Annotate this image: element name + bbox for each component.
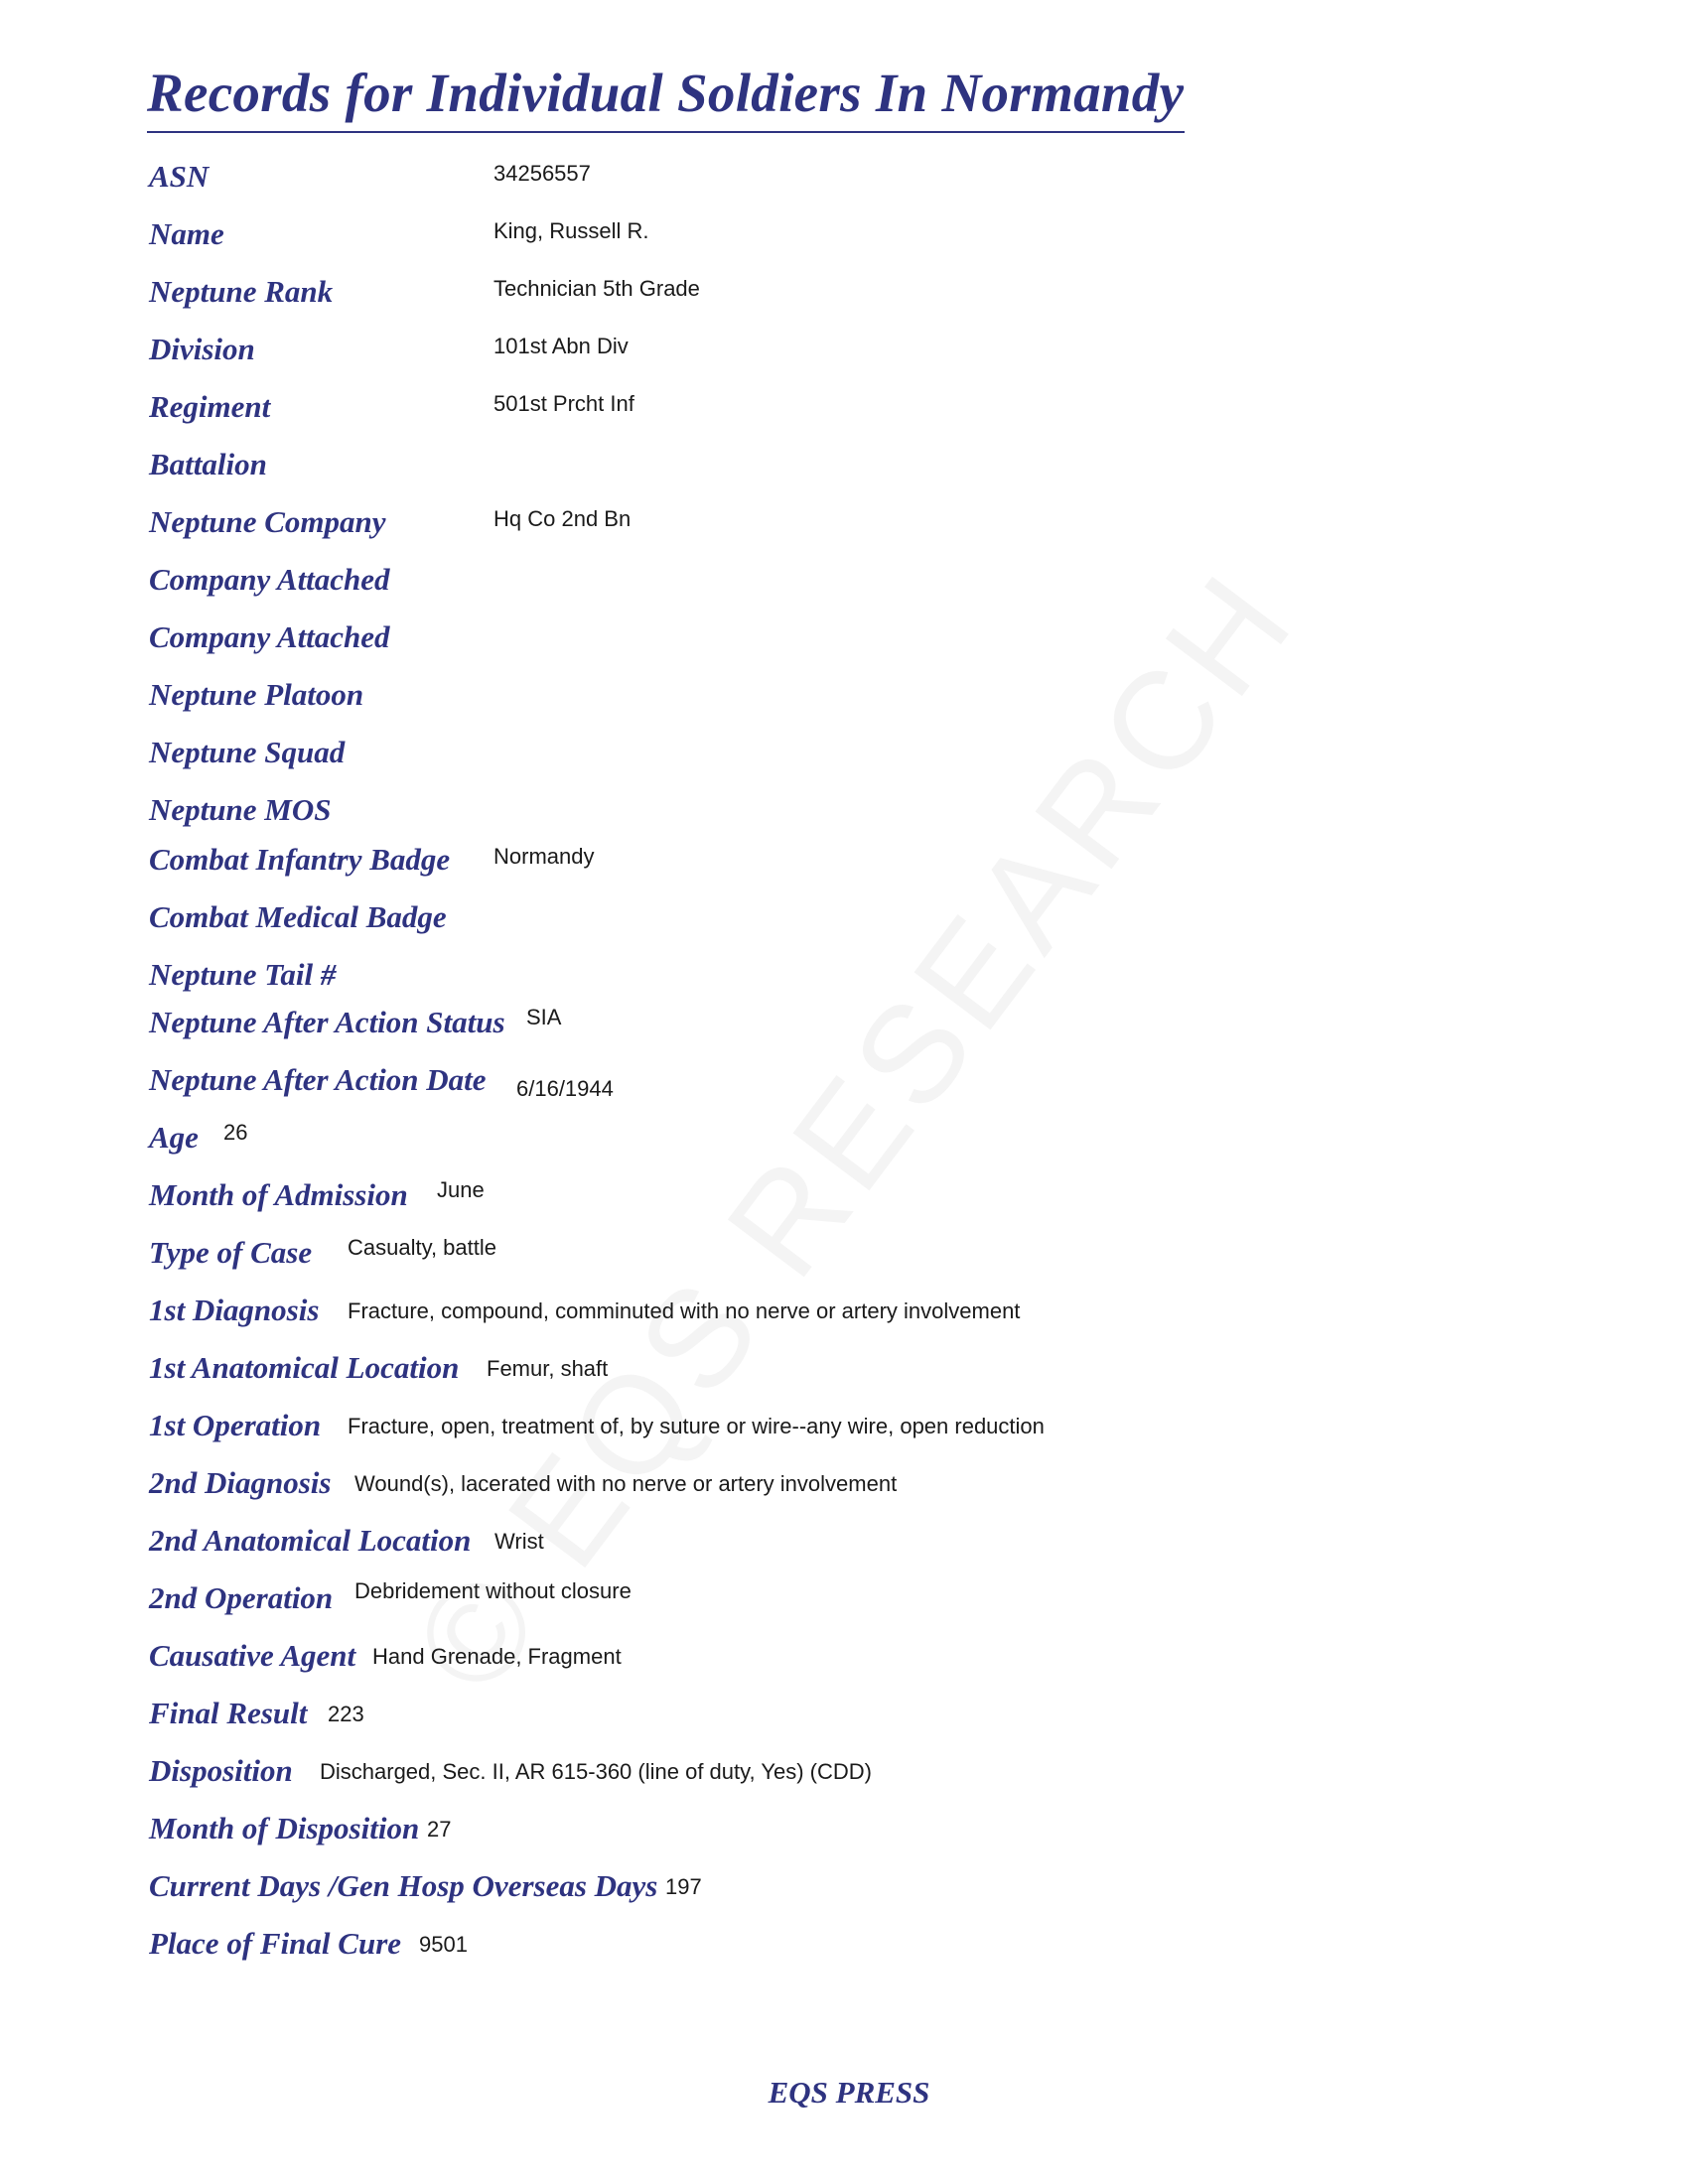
field-value: Debridement without closure — [354, 1578, 632, 1603]
field-label: 2nd Operation — [149, 1580, 334, 1615]
field-label: Company Attached — [149, 619, 390, 654]
field-label: Neptune Rank — [149, 274, 334, 309]
field-value: 101st Abn Div — [493, 334, 629, 358]
field-label: ASN — [149, 159, 210, 194]
field-label: Combat Medical Badge — [149, 899, 447, 934]
field-label: Month of Admission — [149, 1177, 408, 1212]
field-label: 2nd Anatomical Location — [149, 1523, 472, 1558]
field-label: Neptune Platoon — [149, 677, 364, 712]
field-value: Fracture, open, treatment of, by suture or wire--any wire, open reduction — [348, 1414, 1045, 1438]
field-label: Name — [149, 216, 224, 251]
field-label: 1st Diagnosis — [149, 1293, 320, 1327]
field-label: Causative Agent — [149, 1638, 356, 1673]
field-value: Wound(s), lacerated with no nerve or artery involvement — [354, 1471, 898, 1496]
field-label: Disposition — [149, 1753, 293, 1788]
field-value: Hand Grenade, Fragment — [372, 1644, 622, 1669]
field-label: 1st Anatomical Location — [149, 1350, 460, 1385]
field-label: Age — [149, 1120, 199, 1155]
field-value: 197 — [665, 1874, 702, 1899]
field-label: Neptune MOS — [149, 792, 332, 827]
field-label: Place of Final Cure — [149, 1926, 402, 1961]
field-value: Femur, shaft — [487, 1356, 609, 1381]
field-label: Division — [149, 332, 255, 366]
field-value: 27 — [427, 1817, 452, 1842]
field-value: Discharged, Sec. II, AR 615-360 (line of duty, Yes) (CDD) — [320, 1759, 872, 1784]
field-label: Neptune After Action Status — [149, 1005, 505, 1039]
field-label: Month of Disposition — [149, 1811, 420, 1845]
field-label: Company Attached — [149, 562, 390, 597]
field-label: Neptune Squad — [149, 735, 346, 769]
field-value: Normandy — [493, 844, 595, 869]
field-label: Neptune Company — [149, 504, 386, 539]
field-value: Hq Co 2nd Bn — [493, 506, 632, 531]
title-underline — [147, 131, 1185, 133]
field-label: Final Result — [149, 1696, 308, 1730]
field-label: Regiment — [149, 389, 271, 424]
page-title: Records for Individual Soldiers In Normandy — [147, 63, 1185, 123]
field-label: Neptune Tail # — [149, 957, 337, 992]
field-label: Type of Case — [149, 1235, 313, 1270]
field-value: SIA — [526, 1005, 562, 1029]
field-label: Current Days /Gen Hosp Overseas Days — [149, 1868, 658, 1903]
field-value: 34256557 — [493, 161, 591, 186]
field-value: Technician 5th Grade — [493, 276, 700, 301]
field-value: Casualty, battle — [348, 1235, 497, 1260]
field-value: June — [437, 1177, 485, 1202]
field-label: 1st Operation — [149, 1408, 322, 1442]
field-value: 9501 — [419, 1932, 468, 1957]
field-value: Fracture, compound, comminuted with no nerve or artery involvement — [348, 1298, 1021, 1323]
footer-publisher: EQS PRESS — [768, 2075, 930, 2110]
field-value: Wrist — [494, 1529, 544, 1554]
field-label: Battalion — [149, 447, 267, 481]
field-value: 6/16/1944 — [516, 1076, 614, 1101]
field-label: Combat Infantry Badge — [149, 842, 451, 877]
field-label: 2nd Diagnosis — [149, 1465, 332, 1500]
field-value: 223 — [328, 1702, 364, 1726]
field-value: 501st Prcht Inf — [493, 391, 634, 416]
field-value: King, Russell R. — [493, 218, 649, 243]
field-label: Neptune After Action Date — [149, 1062, 487, 1097]
field-value: 26 — [223, 1120, 248, 1145]
